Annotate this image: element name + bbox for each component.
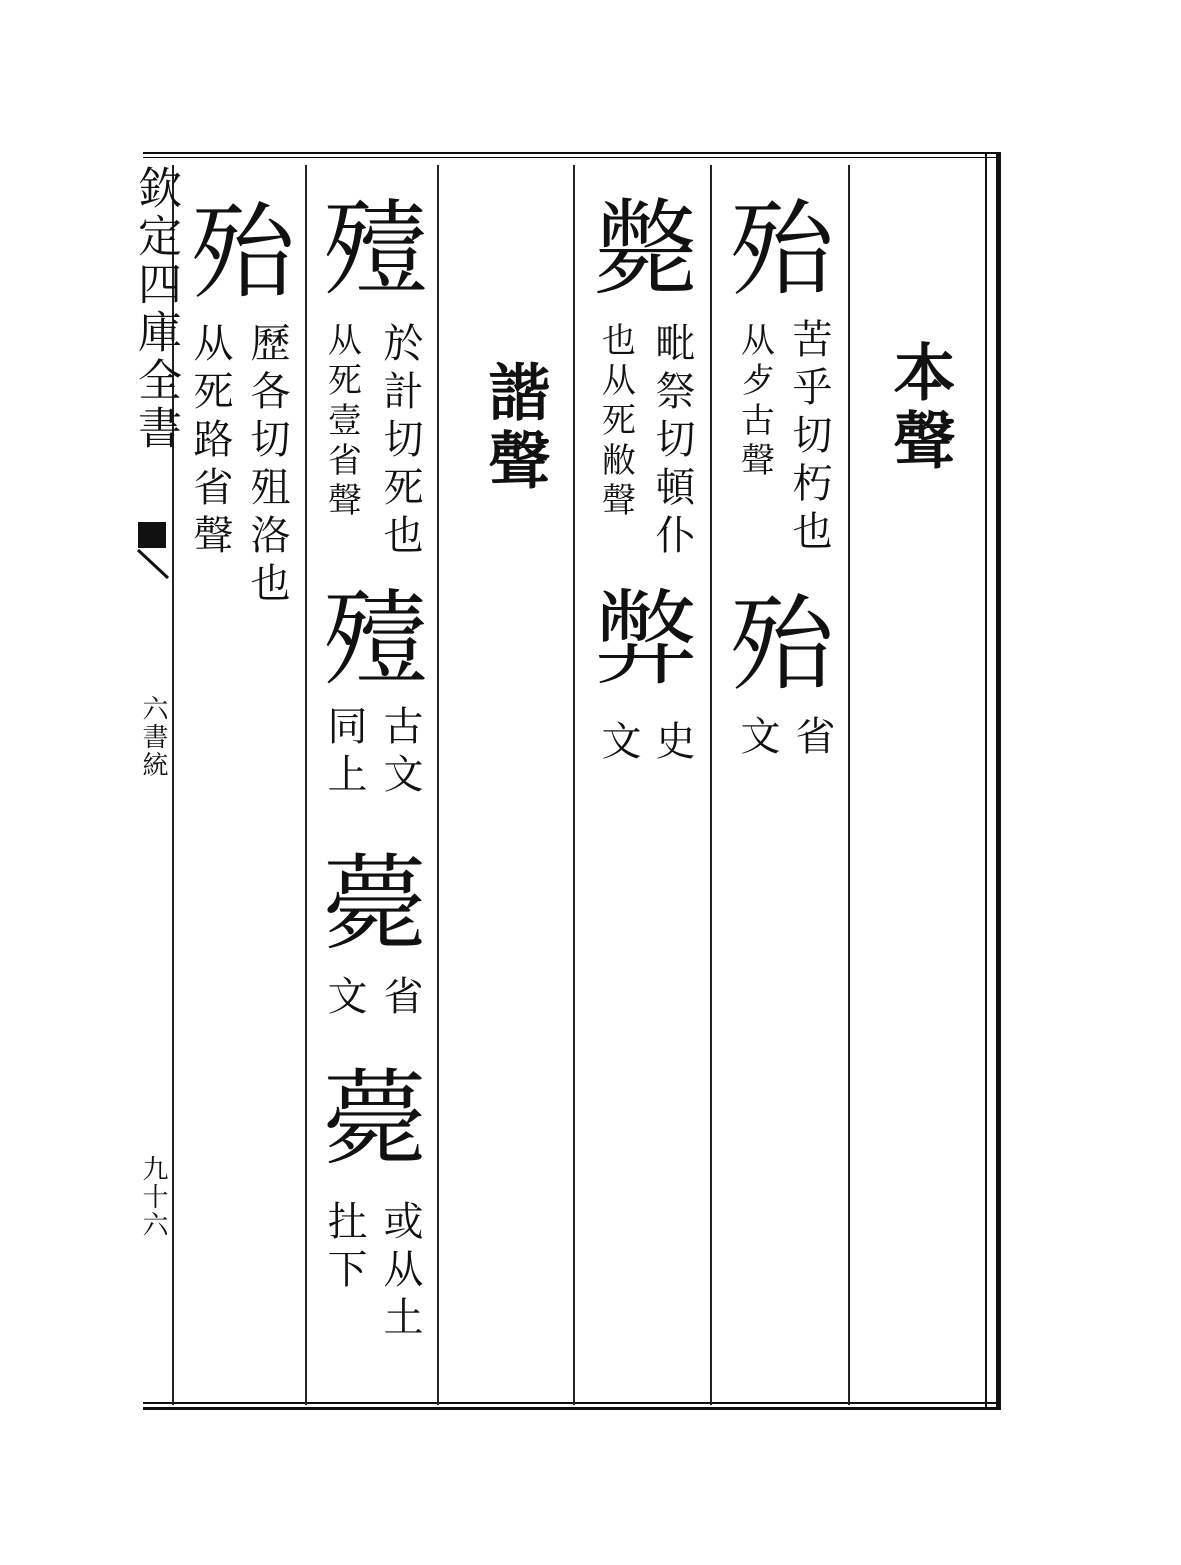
heading-xiesheng: 諧聲 [478,360,551,496]
column-divider [710,165,712,1405]
entry-definition: 於計切死也 [377,322,423,562]
seal-glyph: 斃 [593,188,698,310]
heading-benshang: 本聲 [883,340,956,476]
seal-glyph: 殆 [190,190,295,313]
variant-note: 史 [649,720,695,768]
entry-definition: 也从死敝聲 [595,322,636,522]
variant-note: 或从土 [377,1200,423,1344]
seal-glyph-variant: 弊 [593,578,698,700]
seal-glyph-variant: 殪 [322,578,427,700]
frame-top-border [143,152,1001,158]
frame-bottom-border [143,1402,1001,1410]
variant-note: 文 [321,975,367,1023]
seal-glyph-variant: 殆 [729,583,834,705]
seal-glyph: 殪 [322,188,427,310]
column-divider [848,165,850,1405]
variant-note: 文 [595,720,641,768]
entry-definition: 苦乎切朽也 [786,318,832,558]
variant-note: 同上 [321,705,367,801]
fish-tail-mark [136,520,170,580]
variant-note: 扗下 [321,1200,367,1296]
variant-note: 省 [377,975,423,1023]
book-title: 欽定四庫全書 [130,165,181,453]
seal-glyph: 殆 [729,188,834,310]
seal-glyph: 薨 [322,843,427,965]
entry-definition: 歷各切殂洛也 [244,322,290,610]
frame-right-border [985,152,1001,1410]
page-number: 九十六 [138,1155,168,1239]
column-divider [437,165,439,1405]
variant-note: 古文 [377,705,423,801]
seal-glyph: 薨 [322,1058,427,1180]
entry-definition: 从死路省聲 [187,322,233,562]
column-divider [573,165,575,1405]
entry-definition: 从死壹省聲 [321,322,362,522]
section-title: 六書統 [138,695,168,779]
entry-definition: 毗祭切頓仆 [649,322,695,562]
entry-definition: 从歺古聲 [734,322,775,482]
column-divider [305,165,307,1405]
variant-note: 文 [734,715,780,763]
variant-note: 省 [789,715,835,763]
